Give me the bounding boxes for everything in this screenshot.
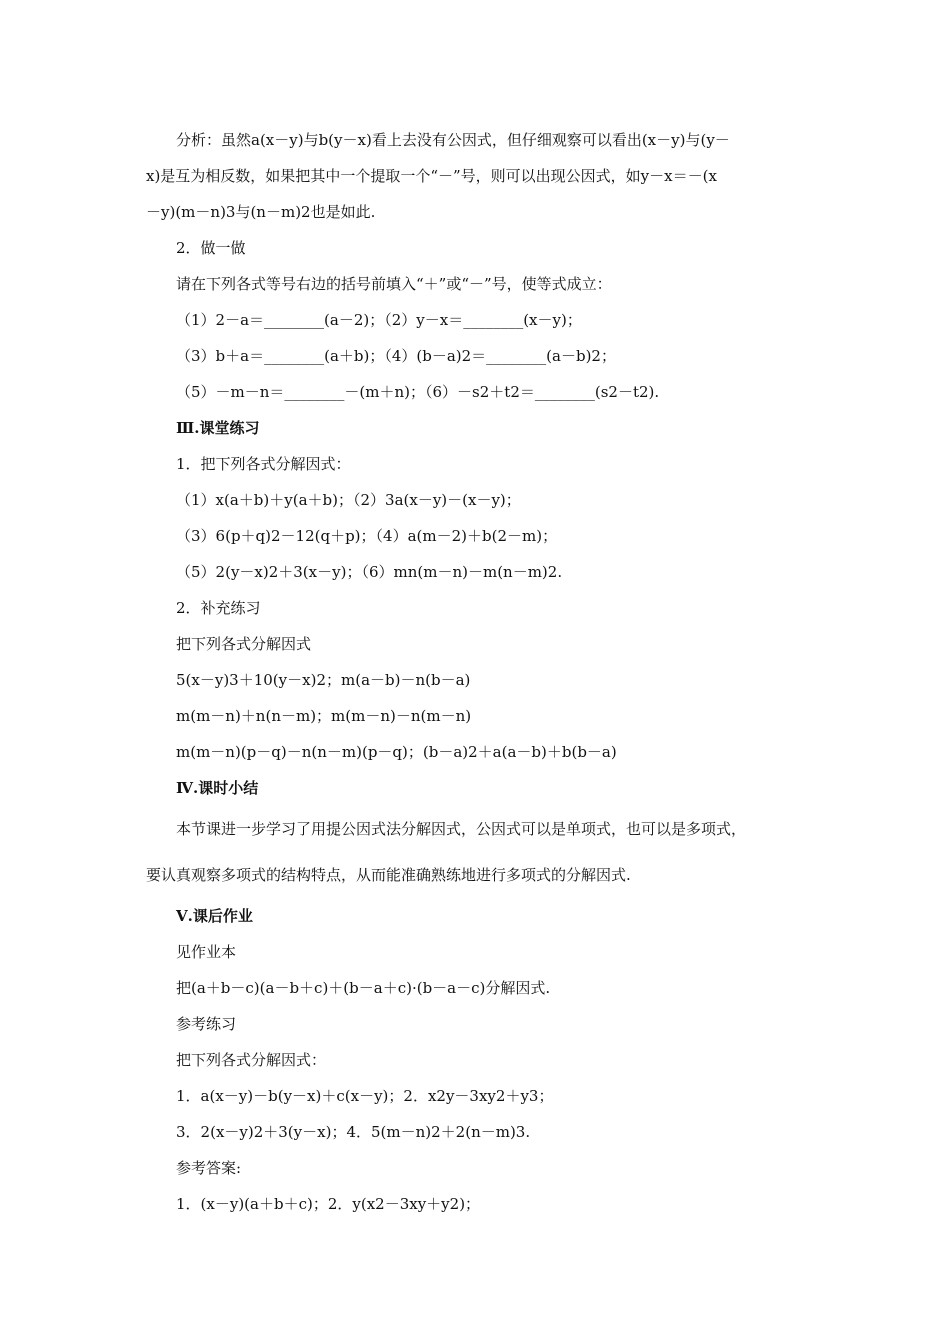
reference-item: 3．2(x－y)2＋3(y－x)；4．5(m－n)2＋2(n－m)3. (176, 1123, 531, 1141)
exercise-2-item: 5(x－y)3＋10(y－x)2；m(a－b)－n(b－a) (176, 671, 471, 689)
exercise-1-item: （1）x(a＋b)＋y(a＋b)；（2）3a(x－y)－(x－y)； (176, 491, 521, 509)
reference-item: 1．a(x－y)－b(y－x)＋c(x－y)；2．x2y－3xy2＋y3； (176, 1087, 554, 1105)
reference-instruction: 把下列各式分解因式： (176, 1051, 327, 1069)
answer-item: 1．(x－y)(a＋b＋c)；2．y(x2－3xy＋y2)； (176, 1195, 481, 1213)
exercise-1-item: （3）6(p＋q)2－12(q＋p)；（4）a(m－2)＋b(2－m)； (176, 527, 558, 545)
analysis-line-2: x)是互为相反数，如果把其中一个提取一个“－”号，则可以出现公因式，如y－x＝－(x (146, 167, 717, 185)
doit-item: （5）－m－n＝________－(m＋n)；（6）－s2＋t2＝________(s2－t2). (176, 383, 660, 401)
analysis-line-1: 分析：虽然a(x－y)与b(y－x)看上去没有公因式，但仔细观察可以看出(x－y)与(y－ (176, 131, 730, 149)
summary-line-2: 要认真观察多项式的结构特点，从而能准确熟练地进行多项式的分解因式. (146, 866, 631, 884)
summary-line-1: 本节课进一步学习了用提公因式法分解因式，公因式可以是单项式，也可以是多项式， (176, 820, 747, 838)
doit-instruction: 请在下列各式等号右边的括号前填入“＋”或“－”号，使等式成立： (176, 275, 612, 293)
doit-item: （3）b＋a＝________(a＋b)；（4）(b－a)2＝________(a－b)2； (176, 347, 616, 365)
answer-title: 参考答案: (176, 1159, 242, 1177)
doit-title: 2．做一做 (176, 239, 246, 257)
exercise-1-item: （5）2(y－x)2＋3(x－y)；（6）mn(m－n)－m(n－m)2. (176, 563, 563, 581)
exercise-2-item: m(m－n)＋n(n－m)；m(m－n)－n(m－n) (176, 707, 472, 725)
exercise-2-title: 2．补充练习 (176, 599, 261, 617)
reference-title: 参考练习 (176, 1015, 237, 1033)
doit-item: （1）2－a＝________(a－2)；（2）y－x＝________(x－y)； (176, 311, 582, 329)
section-heading-summary: Ⅳ.课时小结 (176, 779, 259, 797)
section-heading-homework: Ⅴ.课后作业 (176, 907, 253, 925)
exercise-1-title: 1．把下列各式分解因式： (176, 455, 351, 473)
homework-problem: 把(a＋b－c)(a－b＋c)＋(b－a＋c)·(b－a－c)分解因式. (176, 979, 551, 997)
exercise-2-item: m(m－n)(p－q)－n(n－m)(p－q)；(b－a)2＋a(a－b)＋b(b－a) (176, 743, 617, 761)
section-heading-practice: Ⅲ.课堂练习 (176, 419, 260, 437)
exercise-2-instruction: 把下列各式分解因式 (176, 635, 312, 653)
document-body (146, 122, 806, 1222)
homework-text: 见作业本 (176, 943, 237, 961)
analysis-line-3: －y)(m－n)3与(n－m)2也是如此. (146, 203, 376, 221)
